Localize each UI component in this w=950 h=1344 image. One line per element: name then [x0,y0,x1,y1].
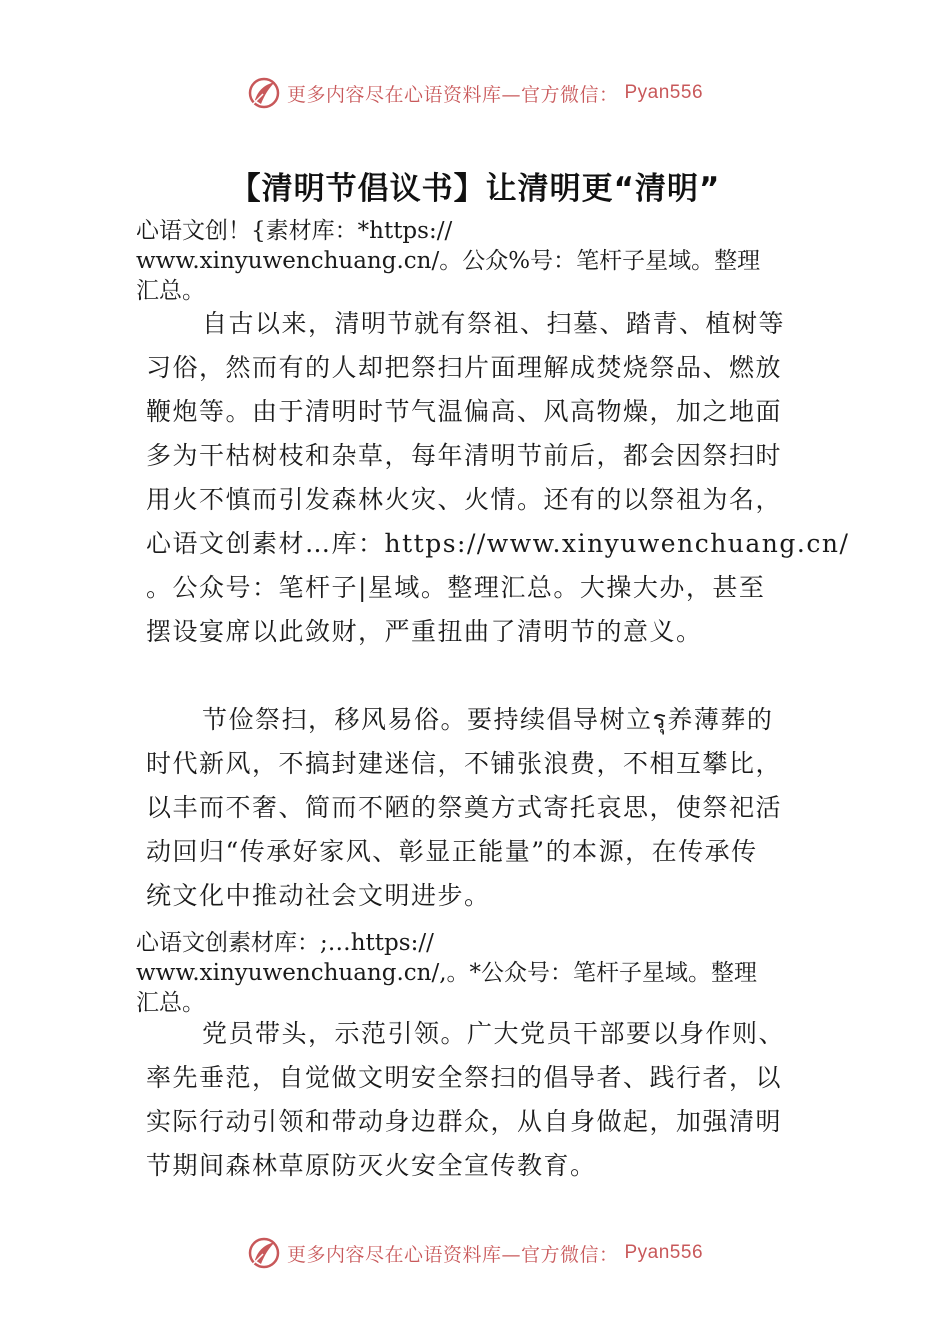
paragraph-line: 。公众号：笔杆子|星域。整理汇总。大操大办，甚至 [146,573,766,602]
paragraph-line: 自古以来，清明节就有祭祖、扫墓、踏青、植树等 [202,309,786,338]
banner-text: 更多内容尽在心语资料库—官方微信： [286,83,619,106]
source-note-1 [136,216,836,306]
header-banner [0,76,950,110]
banner-text: 更多内容尽在心语资料库—官方微信： [286,1243,619,1266]
paragraph-line: 用火不慎而引发森林火灾、火情。还有的以祭祖为名， [146,485,783,514]
paragraph-3 [146,1012,826,1188]
paragraph-line: 习俗，然而有的人却把祭扫片面理解成焚烧祭品、燃放 [146,353,783,382]
source-note-line: 汇总。 [136,990,205,1016]
footer-banner [0,1236,950,1270]
source-note-2 [136,928,836,1018]
paragraph-line: 节期间森林草原防灭火安全宣传教育。 [146,1151,597,1180]
paragraph-line: 率先垂范，自觉做文明安全祭扫的倡导者、践行者，以 [146,1063,783,1092]
brand-logo-icon [247,76,281,110]
paragraph-line: 统文化中推动社会文明进步。 [146,881,491,910]
paragraph-line: 摆设宴席以此敛财，严重扭曲了清明节的意义。 [146,617,703,646]
banner-wechat-id: Pyan556 [624,82,704,103]
source-note-line: 心语文创素材库：;…https:// [136,930,434,956]
paragraph-line: 节俭祭扫，移风易俗。要持续倡导树立รุ养薄葬的 [202,705,774,734]
paragraph-line: 实际行动引领和带动身边群众，从自身做起，加强清明 [146,1107,783,1136]
paragraph-line: 时代新风，不搞封建迷信，不铺张浪费，不相互攀比， [146,749,783,778]
source-note-line: 汇总。 [136,278,205,304]
paragraph-line: 多为干枯树枝和杂草，每年清明节前后，都会因祭扫时 [146,441,783,470]
source-note-line: 心语文创！{素材库：*https:// [136,218,453,244]
banner-wechat-id: Pyan556 [624,1242,704,1263]
source-note-line: www.xinyuwenchuang.cn/,。*公众号：笔杆子星域。整理 [136,960,758,986]
paragraph-line: 党员带头，示范引领。广大党员干部要以身作则、 [202,1019,786,1048]
paragraph-1 [146,302,850,654]
paragraph-line: 心语文创素材…库：https://www.xinyuwenchuang.cn/ [146,529,850,558]
paragraph-line: 动回归“传承好家风、彰显正能量”的本源，在传承传 [146,837,758,866]
paragraph-2 [146,698,826,918]
brand-logo-icon [247,1236,281,1270]
source-note-line: www.xinyuwenchuang.cn/。公众%号：笔杆子星域。整理 [136,248,761,274]
document-title: 【清明节倡议书】让清明更“清明” [229,171,721,207]
paragraph-line: 鞭炮等。由于清明时节气温偏高、风高物燥，加之地面 [146,397,783,426]
paragraph-line: 以丰而不奢、简而不陋的祭奠方式寄托哀思，使祭祀活 [146,793,783,822]
